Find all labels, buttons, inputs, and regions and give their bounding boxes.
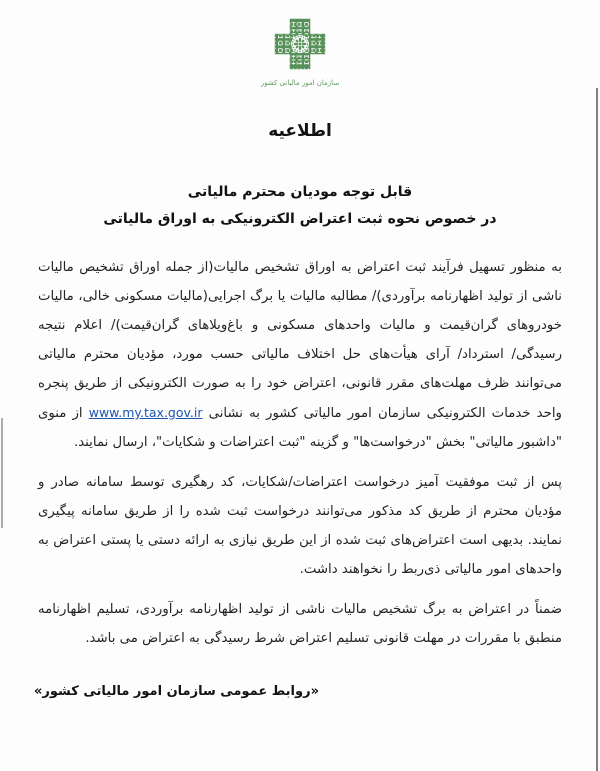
paragraph-2: پس از ثبت موفقیت آمیز درخواست اعتراضات/شکایات، کد رهگیری توسط سامانه صادر و مؤدیان محترم از طریق کد مذکور می‌توانند درخواست ثبت شده را از طریق سامانه پیگیری نمایند. بدیهی است اعتراض‌های ثبت شده از این طریق نیازی به ارائه دستی یا پستی اعتراض به واحدهای امور مالیاتی ذی‌ربط را نخواهند داشت.	[38, 475, 562, 577]
logo	[0, 0, 600, 87]
paragraph-1-text-after-link: از منوی "داشبور مالیاتی" بخش "درخواست‌ها" و گزینه "ثبت اعتراضات و شکایات"، ارسال نمایند.	[38, 406, 562, 450]
notice-body	[38, 253, 562, 653]
signature: «روابط عمومی سازمان امور مالیاتی کشور»	[34, 684, 319, 699]
paragraph-1-text-before-link: به منظور تسهیل فرآیند ثبت اعتراض به اوراق تشخیص مالیات(از جمله اوراق تشخیص مالیات ناشی از تولید اظهارنامه برآوردی)/ مطالبه مالیات یا برگ اجرایی(مالیات مسکونی خالی، مالیات خودروهای گران‌قیمت و مالیات واحدهای مسکونی و باغ‌ویلاهای گران‌قیمت)/ اعلام نتیجه رسیدگی/ استرداد/ آرای هیأت‌های حل اختلاف مالیاتی حسب مورد، مؤدیان محترم مالیاتی می‌توانند ظرف مهلت‌های مقرر قانونی، اعتراض خود را به صورت الکترونیکی از طریق پنجره واحد خدمات الکترونیکی سازمان امور مالیاتی کشور به نشانی	[38, 260, 562, 421]
notice-subtitle	[0, 179, 600, 233]
subtitle-line-2: در خصوص نحوه ثبت اعتراض الکترونیکی به اوراق مالیاتی	[103, 211, 497, 227]
scan-edge-right	[596, 88, 598, 771]
notice-title: اطلاعیه	[268, 121, 332, 141]
tax-administration-emblem-icon	[272, 16, 328, 72]
subtitle-line-1: قابل توجه مودیان محترم مالیاتی	[187, 184, 413, 200]
scan-edge-left	[1, 418, 3, 528]
paragraph-1	[38, 253, 562, 457]
paragraph-3: ضمناً در اعتراض به برگ تشخیص مالیات ناشی از تولید اظهارنامه برآوردی، تسلیم اظهارنامه منطبق با مقررات در مهلت قانونی تسلیم اعتراض شرط رسیدگی به اعتراض می باشد.	[38, 602, 562, 646]
tax-portal-link[interactable]: www.my.tax.gov.ir	[88, 405, 203, 420]
logo-caption: سازمان امور مالیاتی کشور	[260, 79, 340, 87]
